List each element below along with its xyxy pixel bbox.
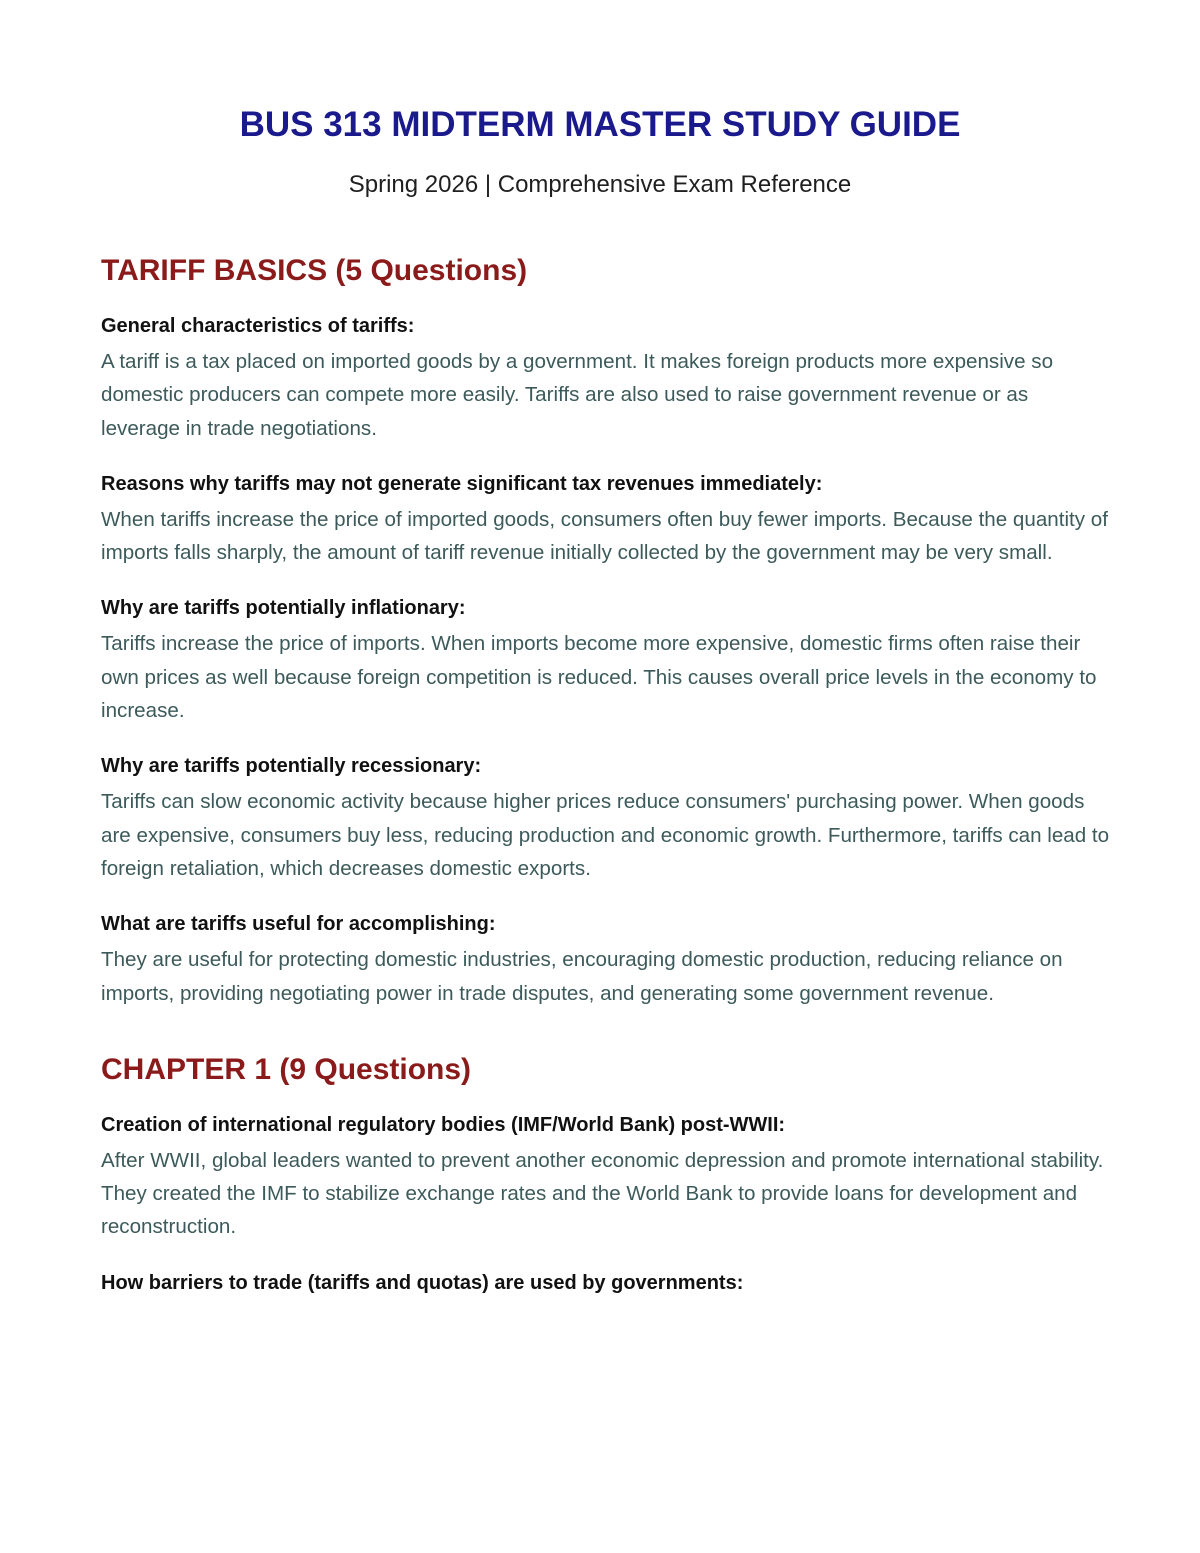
section-chapter-1 bbox=[101, 1052, 1111, 1296]
section-heading: CHAPTER 1 (9 Questions) bbox=[101, 1052, 472, 1086]
question-text: What are tariffs useful for accomplishing: bbox=[101, 913, 496, 936]
answer-text: Tariffs increase the price of imports. When imports become more expensive, domestic firms often raise their own prices as well because foreign competition is reduced. This causes overall price levels in the economy to increase. bbox=[101, 632, 1097, 723]
qa-item bbox=[101, 753, 1111, 885]
section-spacer bbox=[101, 1036, 1111, 1052]
question-text: Creation of international regulatory bodies (IMF/World Bank) post-WWII: bbox=[101, 1113, 786, 1136]
answer-text: A tariff is a tax placed on imported goods by a government. It makes foreign products more expensive so domestic producers can compete more easily. Tariffs are also used to raise government revenue or as leverage in trade negotiations. bbox=[101, 350, 1054, 440]
question-text: Reasons why tariffs may not generate significant tax revenues immediately: bbox=[101, 472, 823, 495]
qa-item bbox=[101, 471, 1111, 570]
qa-item bbox=[101, 1270, 1111, 1296]
qa-item bbox=[101, 1112, 1111, 1244]
document-body bbox=[101, 253, 1111, 1302]
section-heading: TARIFF BASICS (5 Questions) bbox=[101, 254, 528, 287]
qa-item bbox=[101, 911, 1111, 1010]
question-text: General characteristics of tariffs: bbox=[101, 315, 415, 337]
answer-text: After WWII, global leaders wanted to prevent another economic depression and promote international stability. They created the IMF to stabilize exchange rates and the World Bank to provide loans for development and reconstruction. bbox=[101, 1148, 1104, 1239]
answer-text: Tariffs can slow economic activity because higher prices reduce consumers' purchasing power. When goods are expensive, consumers buy less, reducing production and economic growth. Furthermore, tariffs can lead to foreign retaliation, which decreases domestic exports. bbox=[101, 790, 1110, 880]
document-title: BUS 313 MIDTERM MASTER STUDY GUIDE bbox=[239, 105, 961, 144]
document-subtitle: Spring 2026 | Comprehensive Exam Reference bbox=[348, 171, 852, 198]
answer-text: They are useful for protecting domestic industries, encouraging domestic production, reducing reliance on imports, providing negotiating power in trade disputes, and generating some government revenue. bbox=[101, 948, 1063, 1005]
question-text: Why are tariffs potentially inflationary: bbox=[101, 597, 466, 620]
section-tariff-basics bbox=[101, 253, 1111, 1010]
question-text: How barriers to trade (tariffs and quotas) are used by governments: bbox=[101, 1271, 744, 1294]
qa-item bbox=[101, 595, 1111, 727]
qa-item bbox=[101, 313, 1111, 445]
question-text: Why are tariffs potentially recessionary: bbox=[101, 755, 482, 778]
answer-text: When tariffs increase the price of imported goods, consumers often buy fewer imports. Because the quantity of imports falls sharply, the amount of tariff revenue initially collected by the government may be very small. bbox=[101, 507, 1108, 565]
